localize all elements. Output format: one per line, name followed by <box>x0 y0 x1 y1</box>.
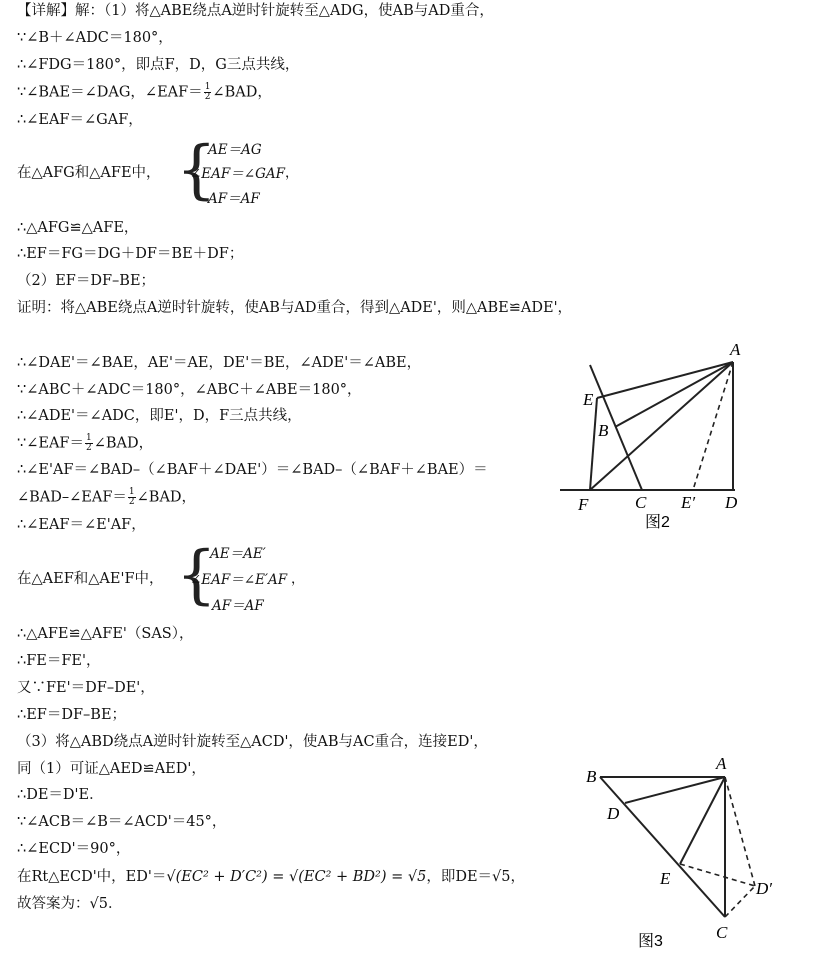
line-26: ∵∠ACB＝∠B＝∠ACD'＝45°， <box>17 814 227 830</box>
fig3-line-AD2 <box>725 777 755 886</box>
fig2-label-E: E <box>583 390 594 409</box>
line-13: ∴∠ADE'＝∠ADC，即E'，D，F三点共线， <box>17 408 302 424</box>
fig3-label-B: B <box>586 767 597 786</box>
fig3-line-CD2 <box>725 886 755 917</box>
system2-row3: AF＝AF <box>212 598 264 614</box>
line-28: 在Rt△ECD'中，ED'＝√(EC² + D′C²) = √(EC² + BD²) = √5，即DE＝√5， <box>17 869 526 885</box>
line-2: ∵∠B＋∠ADC＝180°， <box>17 30 173 46</box>
line-5: ∴∠EAF＝∠GAF， <box>17 112 143 128</box>
system1-row2: ∠EAF＝∠GAF <box>190 166 285 182</box>
fig2-label-A: A <box>730 340 741 359</box>
line-7: ∴△AFG≌△AFE， <box>17 220 139 236</box>
fig3-caption: 图3 <box>638 933 663 950</box>
fig3-line-AE <box>680 777 725 864</box>
fig2-label-B: B <box>598 421 609 440</box>
fraction-half: $\frac{1}{2}$ <box>204 82 211 102</box>
line-29: 故答案为：√5． <box>17 896 123 912</box>
line-15: ∴∠E'AF＝∠BAD–（∠BAF＋∠DAE'）＝∠BAD–（∠BAF＋∠BAE）＝ <box>17 462 488 478</box>
line-20: ∴FE＝FE'， <box>17 653 101 669</box>
fig3-label-D-prime: D′ <box>756 879 772 898</box>
line-19: ∴△AFE≌△AFE'（SAS）， <box>17 626 194 642</box>
brace-2: { <box>176 538 217 612</box>
line-6: 在△AFG和△AFE中， <box>17 165 161 181</box>
line-18: 在△AEF和△AE'F中， <box>17 571 164 587</box>
system2-row1: AE＝AE′ <box>210 546 266 562</box>
line-23: （3）将△ABD绕点A逆时针旋转至△ACD'，使AB与AC重合，连接ED'， <box>17 734 488 750</box>
line-27: ∴∠ECD'＝90°， <box>17 841 131 857</box>
fig2-label-D: D <box>725 493 738 512</box>
line-12: ∵∠ABC＋∠ADC＝180°，∠ABC＋∠ABE＝180°， <box>17 382 362 398</box>
fig2-caption: 图2 <box>645 514 670 531</box>
system1-row3: AF＝AF <box>208 191 260 207</box>
line-24: 同（1）可证△AED≌AED'， <box>17 761 206 777</box>
system1-row1: AE＝AG <box>208 142 262 158</box>
fig2-label-C: C <box>635 493 647 512</box>
line-10: 证明：将△ABE绕点A逆时针旋转，使AB与AD重合，得到△ADE'，则△ABE≌ADE'， <box>17 300 573 316</box>
line-8: ∴EF＝FG＝DG＋DF＝BE＋DF； <box>17 246 244 262</box>
line-21: 又∵FE'＝DF–DE'， <box>17 680 155 696</box>
figure-3 <box>580 752 790 976</box>
brace-1: { <box>176 133 217 207</box>
fig2-label-F: F <box>578 495 589 514</box>
fig3-line-ED2 <box>680 864 755 886</box>
line-16: ∠BAD–∠EAF＝ $\frac{1}{2}$ ∠BAD， <box>17 487 197 507</box>
fig3-label-D: D <box>607 804 620 823</box>
line-11: ∴∠DAE'＝∠BAE，AE'＝AE，DE'＝BE，∠ADE'＝∠ABE， <box>17 355 422 371</box>
fig3-line-BC <box>600 777 725 917</box>
system2-tail: ， <box>291 571 305 587</box>
line-1: 【详解】解：（1）将△ABE绕点A逆时针旋转至△ADG，使AB与AD重合， <box>17 3 494 19</box>
line-3: ∴∠FDG＝180°，即点F，D，G三点共线， <box>17 57 300 73</box>
line-22: ∴EF＝DF–BE； <box>17 707 127 723</box>
fig3-label-E: E <box>660 869 671 888</box>
fig3-label-C: C <box>716 923 728 942</box>
fig3-label-A: A <box>716 754 727 773</box>
line-17: ∴∠EAF＝∠E'AF， <box>17 517 146 533</box>
figure-2 <box>555 335 755 535</box>
line-25: ∴DE＝D'E． <box>17 787 104 803</box>
line-14: ∵∠EAF＝ $\frac{1}{2}$ ∠BAD， <box>17 433 154 453</box>
fig2-label-E-prime: E′ <box>681 493 696 512</box>
line-4: ∵∠BAE＝∠DAG，∠EAF＝ $\frac{1}{2}$ ∠BAD， <box>17 82 272 102</box>
system2-row2: ∠EAF＝∠E′AF <box>190 572 288 588</box>
fig2-line-EF <box>590 398 597 490</box>
system1-tail: ， <box>285 165 299 181</box>
line-9: （2）EF＝DF–BE； <box>17 273 156 289</box>
fig3-line-AD <box>625 777 725 803</box>
